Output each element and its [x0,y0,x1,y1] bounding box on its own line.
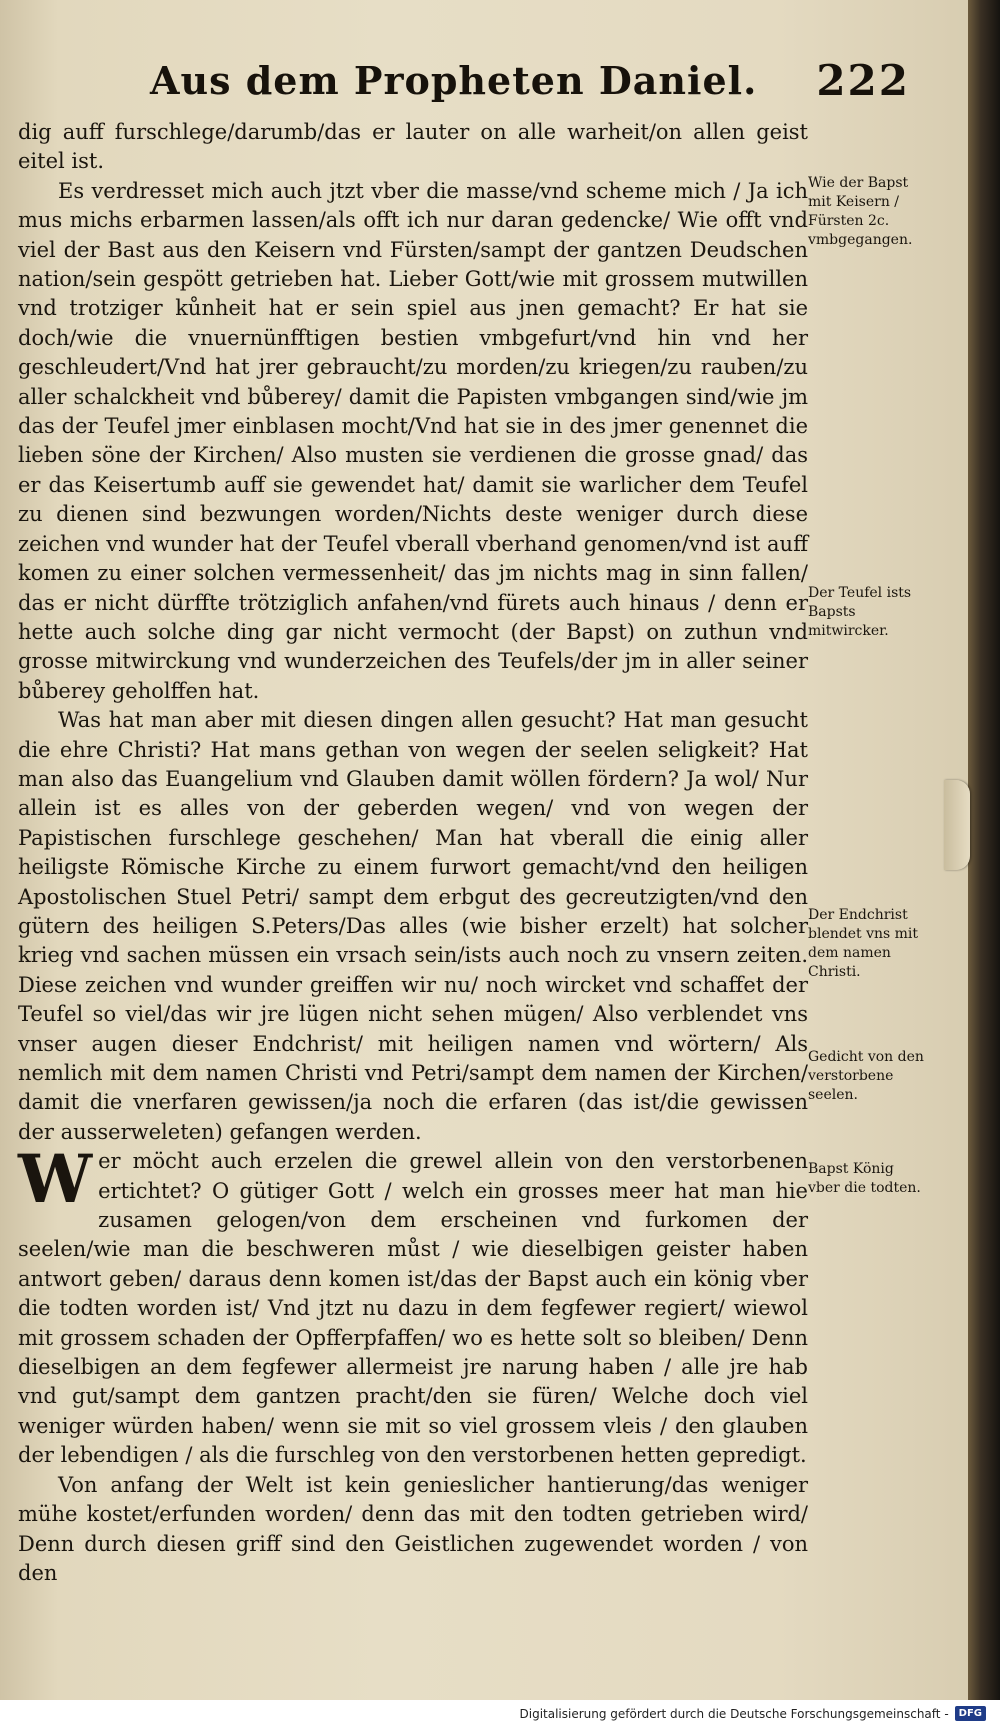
marginalia [808,0,926,1500]
margin-note: Wie der Bapst mit Keisern / Fürsten 2c. vmbgegangen. [808,175,913,248]
running-head [150,58,910,112]
main-text [18,118,808,1588]
dfg-logo-icon: DFG [955,1706,986,1721]
paragraph: Von anfang der Welt ist kein genieslicher hantierung/das weniger mühe kostet/erfunden worden/ denn das mit den todten getrieben wird/ Denn durch diesen griff sind den Geistlichen zugewendet worden / von den [18,1472,808,1585]
margin-note: Gedicht von den verstorbene seelen. [808,1049,924,1103]
running-title: Aus dem Propheten Daniel. [150,58,758,103]
book-fore-edge [968,0,1000,1700]
footer-credit: Digitalisierung gefördert durch die Deutsche Forschungsgemeinschaft - [519,1706,949,1721]
page-number: 222 [816,56,910,105]
margin-note: Der Teufel ists Bapsts mitwircker. [808,585,912,639]
paragraph-initial: Wer möcht auch erzelen die grewel allein von den verstorbenen ertichtet? O gütiger Gott / welch ein grosses meer hat man hie zusamen gelogen/von dem erscheinen vnd furkomen der seelen/wie man die beschweren můst / wie dieselbigen geister haben antwort geben/ daraus denn komen ist/das der Bapst auch ein könig vber die todten worden ist/ Vnd jtzt nu dazu in dem fegfewer regiert/ wiewol mit grossem schaden der Opfferpfaffen/ wo es hette solt so bleiben/ Denn dieselbigen an dem fegfewer allermeist jre narung haben / alle jre hab vnd gut/sampt dem gantzen pracht/den sie füren/ Welche doch viel weniger würden haben/ wenn sie mit so viel grossem vleis / den glauben der lebendigen / als die furschleg von den verstorbenen hetten gepredigt. [18,1140,808,1468]
paragraph: Es verdresset mich auch jtzt vber die masse/vnd scheme mich / Ja ich mus michs erbarmen lassen/als offt ich nur daran gedencke/ Wie offt vnd viel der Bast aus den Keisern vnd Fürsten/sampt der gantzen Deudschen nation/sein gespött getrieben hat. Lieber Gott/wie mit grossem mutwillen vnd trotziger kůnheit hat er sein spiel aus jnen gemacht? Er hat sie doch/wie die vnuernünfftigen bestien vmbgefurt/vnd hin vnd her geschleudert/Vnd hat jrer gebraucht/zu morden/zu kriegen/zu rauben/zu aller schalckheit vnd bůberey/ damit die Papisten vmbgangen sind/wie jm das der Teufel jmer einblasen mocht/Vnd hat sie in des jmer genennet die lieben söne der Kirchen/ Also musten sie verdienen die grosse gnad/ das er das Keisertumb auff sie gewendet hat/ damit sie warlicher dem Teufel zu dienen sind bezwungen worden/Nichts deste weniger durch diese zeichen vnd wunder hat der Teufel vberall vberhand genomen/vnd ist auff komen zu einer solchen vermessenheit/ das jm nichts mag in sinn fallen/ das er nicht dürffte trötziglich anfahen/vnd fürets auch hinaus / denn er hette auch solche ding gar nicht vermocht (der Bapst) on zuthun vnd grosse mitwirckung vnd wunderzeichen des Teufels/der jm in aller seiner bůberey geholffen hat. [18,178,808,703]
paragraph: Was hat man aber mit diesen dingen allen gesucht? Hat man gesucht die ehre Christi? Hat mans gethan von wegen der seelen seligkeit? Hat man also das Euangelium vnd Glauben damit wöllen fördern? Ja wol/ Nur allein ist es alles von der geberden wegen/ vnd von wegen der Papistischen furschlege geschehen/ Man hat vberall die einig aller heiligste Römische Kirche zu einem furwort gemacht/vnd den heiligen Apostolischen Stuel Petri/ sampt dem erbgut des gecreutzigten/vnd den gütern des heiligen S.Peters/Das alles (wie bisher erzelt) hat solcher krieg vnd sachen müssen ein vrsach sein/ists auch noch zu vnsern zeiten. Diese zeichen vnd wunder greiffen wir nu/ noch wircket vnd schaffet der Teufel so viel/das wir jre lügen nicht sehen mügen/ Also verblendet vns vnser augen dieser Endchrist/ mit heiligen namen vnd wörtern/ Als nemlich mit dem namen Christi vnd Petri/sampt dem namen der Kirchen/ damit die vnerfaren gewissen/ja noch die erfaren (das ist/die gewissen der ausserweleten) gefangen werden. [18,708,808,1144]
paragraph-continuation: dig auff furschlege/darumb/das er lauter on alle warheit/on allen geist eitel ist. [18,120,808,174]
page-clasp [944,780,970,870]
margin-note: Bapst König vber die todten. [808,1161,921,1196]
margin-note: Der Endchrist blendet vns mit dem namen Christi. [808,907,919,980]
digitization-footer [0,1700,1000,1727]
